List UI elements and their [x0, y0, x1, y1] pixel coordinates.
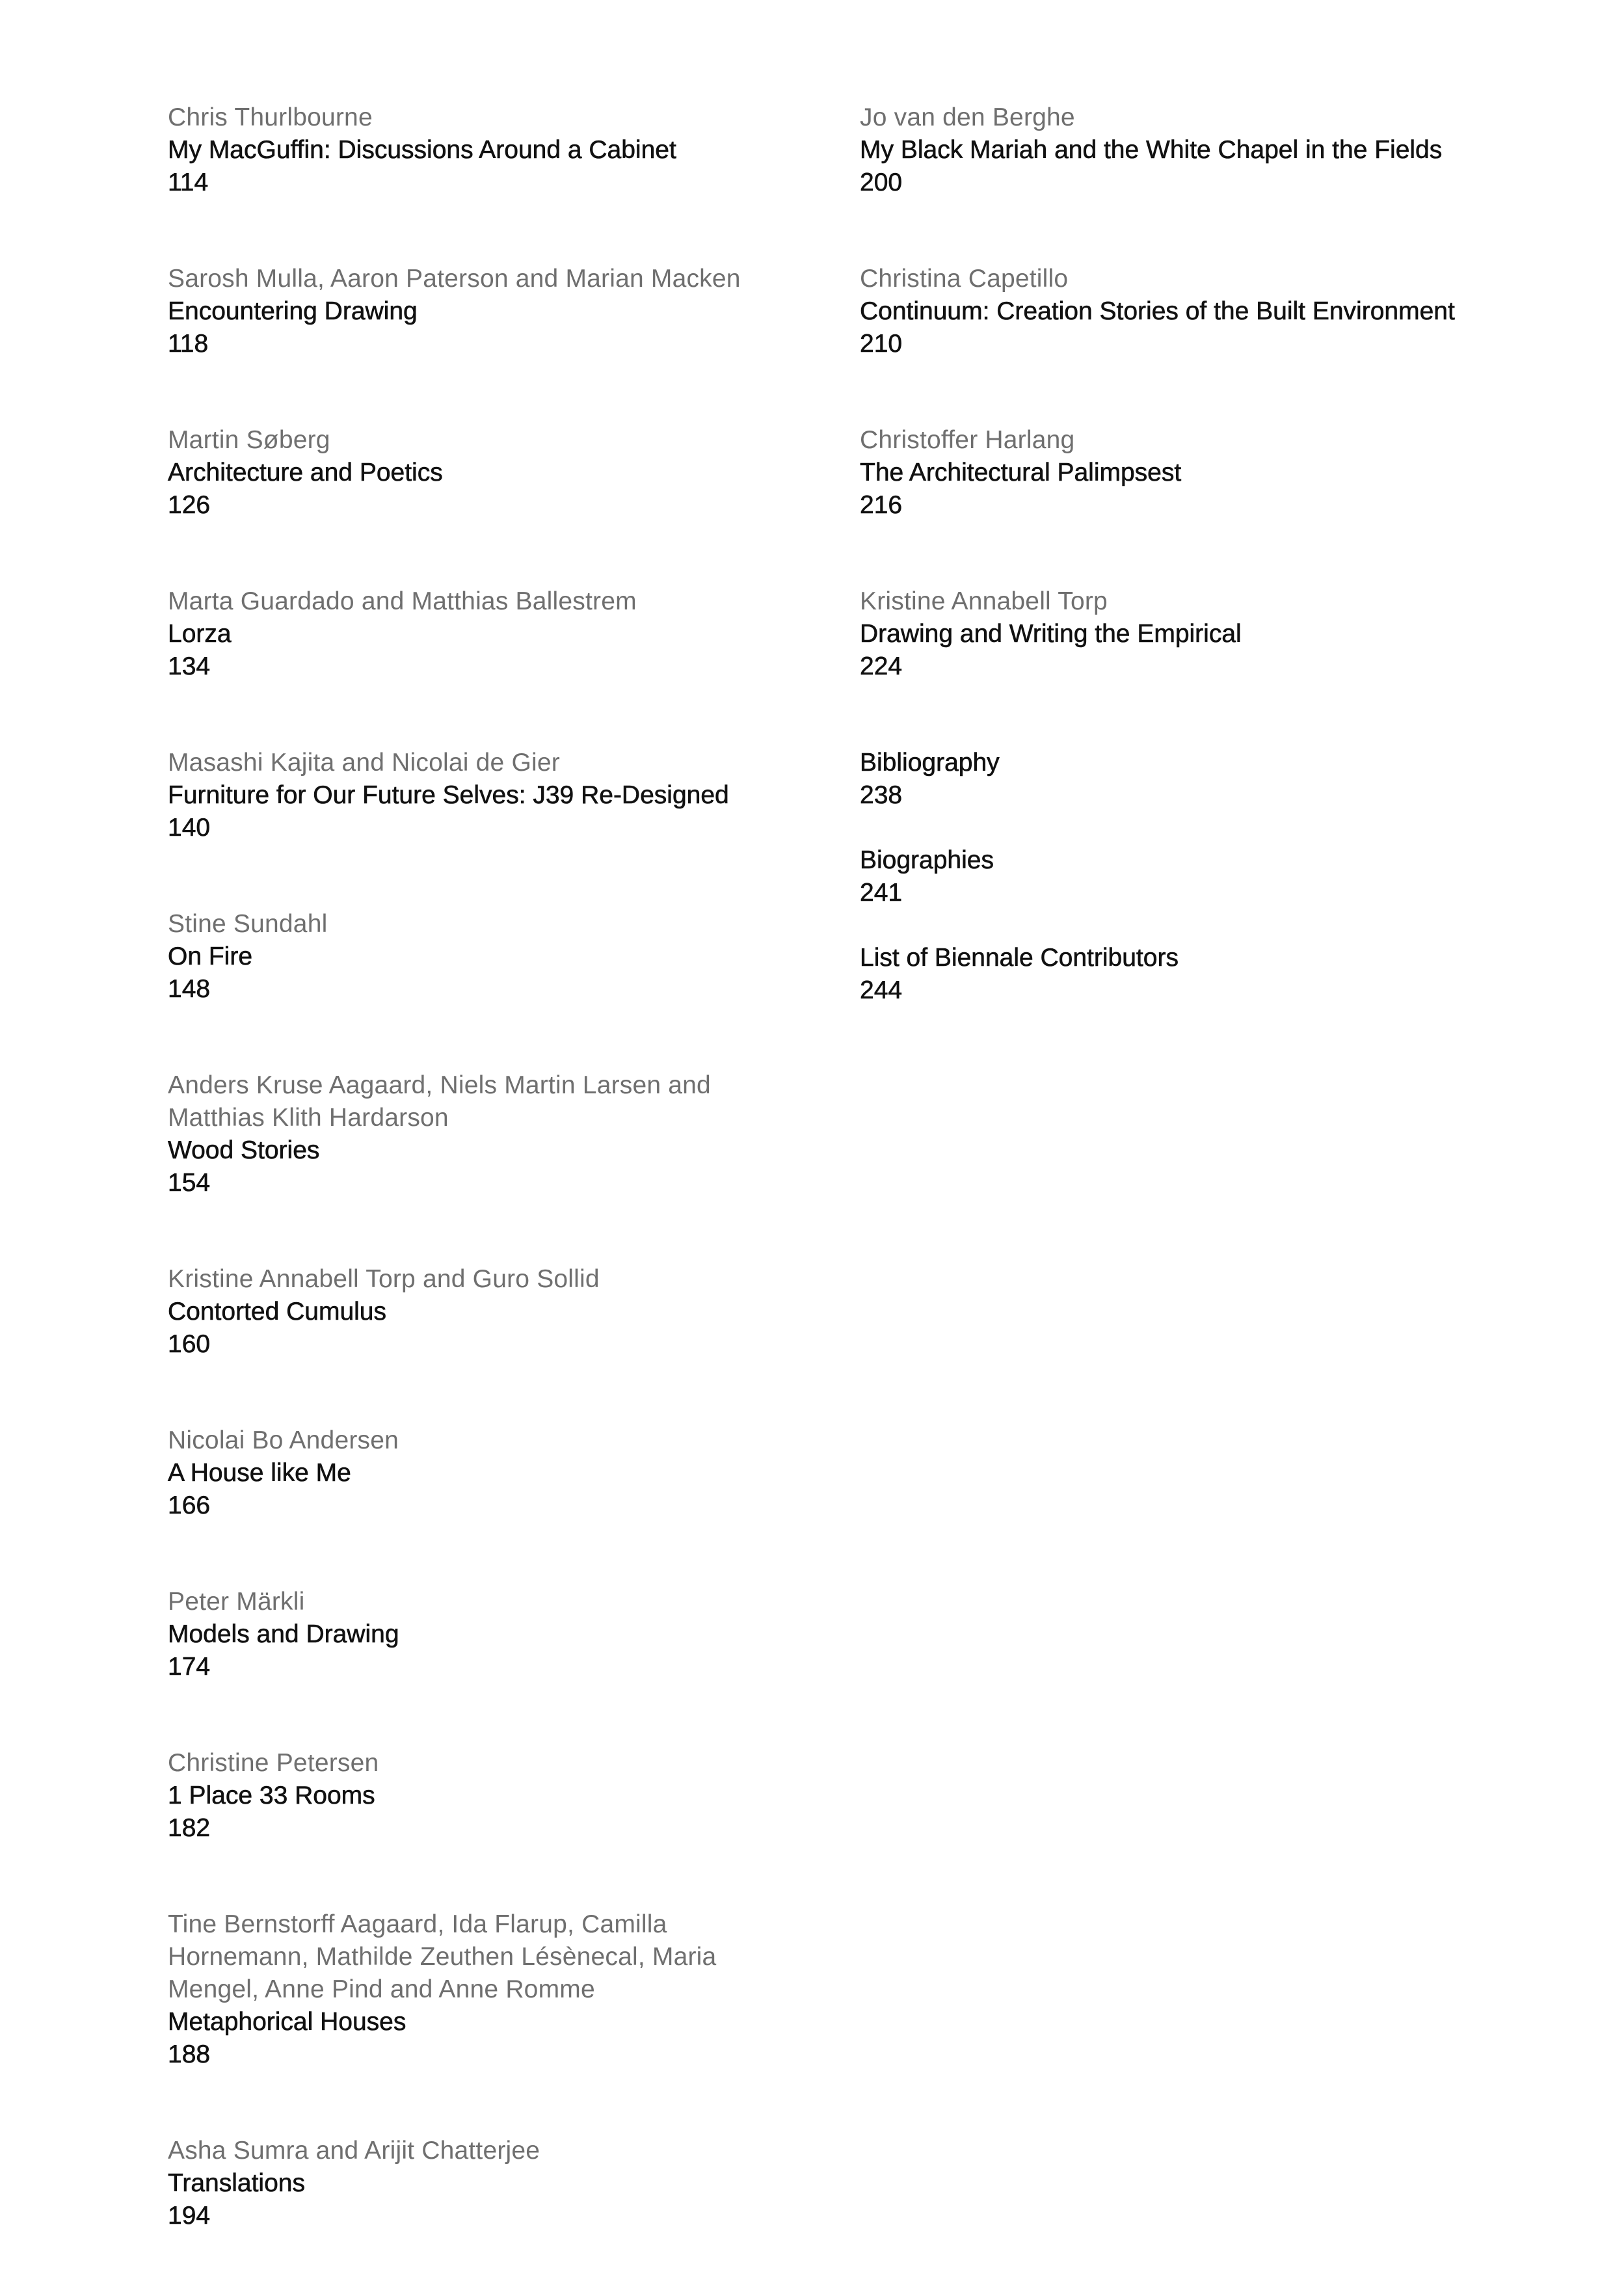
entry-title: The Architectural Palimpsest	[860, 459, 1182, 487]
entry-author: Sarosh Mulla, Aaron Paterson and Marian Macken	[168, 265, 741, 293]
entry-page-number: 238	[860, 781, 903, 809]
toc-entry[interactable]	[168, 1747, 818, 1845]
toc-entry[interactable]	[168, 747, 818, 844]
entry-page-number: 140	[168, 814, 211, 842]
entry-author: Christoffer Harlang	[860, 426, 1075, 454]
toc-entry[interactable]	[168, 2135, 818, 2232]
toc-entry-bibliography[interactable]	[860, 747, 1575, 812]
entry-page-number: 241	[860, 879, 903, 907]
entry-title: Translations	[168, 2169, 305, 2197]
entry-page-number: 188	[168, 2040, 211, 2068]
entry-author: Marta Guardado and Matthias Ballestrem	[168, 587, 637, 615]
entry-author: Chris Thurlbourne	[168, 103, 373, 131]
toc-right-column	[860, 101, 1575, 1039]
entry-author: Kristine Annabell Torp and Guro Sollid	[168, 1265, 600, 1293]
entry-author: Masashi Kajita and Nicolai de Gier	[168, 749, 560, 777]
entry-page-number: 174	[168, 1653, 211, 1681]
entry-title: Models and Drawing	[168, 1620, 399, 1648]
toc-left-column	[168, 101, 818, 2296]
entry-page-number: 200	[860, 168, 903, 196]
entry-page-number: 154	[168, 1169, 211, 1197]
toc-entry[interactable]	[168, 101, 818, 199]
entry-title: Encountering Drawing	[168, 297, 418, 325]
entry-title: Metaphorical Houses	[168, 2008, 407, 2036]
entry-title: Contorted Cumulus	[168, 1298, 386, 1326]
entry-title: Architecture and Poetics	[168, 459, 443, 487]
toc-entry-biographies[interactable]	[860, 844, 1575, 909]
entry-page-number: 118	[168, 330, 209, 358]
entry-title: My MacGuffin: Discussions Around a Cabinet	[168, 136, 676, 164]
entry-title: List of Biennale Contributors	[860, 944, 1179, 972]
entry-page-number: 148	[168, 975, 211, 1003]
toc-entry[interactable]	[168, 263, 818, 360]
entry-author: Jo van den Berghe	[860, 103, 1075, 131]
toc-entry[interactable]	[168, 1263, 818, 1361]
entry-page-number: 134	[168, 652, 211, 680]
entry-title: A House like Me	[168, 1459, 351, 1487]
entry-page-number: 126	[168, 491, 211, 519]
entry-title: Lorza	[168, 620, 232, 648]
entry-author: Tine Bernstorff Aagaard, Ida Flarup, Camilla Hornemann, Mathilde Zeuthen Lésènecal, Maria Mengel, Anne Pind and Anne Romme	[168, 1910, 717, 2003]
toc-entry[interactable]	[860, 585, 1575, 683]
entry-author: Nicolai Bo Andersen	[168, 1426, 399, 1454]
toc-entry[interactable]	[168, 1586, 818, 1683]
entry-page-number: 114	[168, 168, 209, 196]
entry-page-number: 194	[168, 2202, 211, 2230]
entry-page-number: 210	[860, 330, 903, 358]
entry-author: Peter Märkli	[168, 1588, 305, 1616]
toc-entry[interactable]	[860, 101, 1575, 199]
entry-title: Biographies	[860, 846, 994, 874]
entry-author: Kristine Annabell Torp	[860, 587, 1108, 615]
toc-entry[interactable]	[860, 263, 1575, 360]
entry-author: Stine Sundahl	[168, 910, 328, 938]
toc-entry[interactable]	[168, 424, 818, 522]
toc-entry[interactable]	[168, 585, 818, 683]
toc-entry[interactable]	[168, 1908, 818, 2071]
entry-title: My Black Mariah and the White Chapel in the Fields	[860, 136, 1443, 164]
entry-title: Furniture for Our Future Selves: J39 Re-Designed	[168, 781, 729, 809]
entry-title: Bibliography	[860, 749, 1000, 777]
toc-entry[interactable]	[168, 1424, 818, 1522]
entry-page-number: 160	[168, 1330, 211, 1358]
entry-title: 1 Place 33 Rooms	[168, 1782, 375, 1809]
entry-title: Drawing and Writing the Empirical	[860, 620, 1242, 648]
entry-page-number: 166	[168, 1491, 211, 1519]
toc-entry[interactable]	[860, 424, 1575, 522]
toc-entry[interactable]	[168, 1069, 818, 1199]
entry-title: Wood Stories	[168, 1136, 320, 1164]
entry-page-number: 244	[860, 976, 903, 1004]
entry-author: Asha Sumra and Arijit Chatterjee	[168, 2137, 540, 2165]
entry-author: Christina Capetillo	[860, 265, 1069, 293]
entry-author: Christine Petersen	[168, 1749, 379, 1777]
entry-page-number: 224	[860, 652, 903, 680]
entry-author: Martin Søberg	[168, 426, 330, 454]
entry-page-number: 182	[168, 1814, 211, 1842]
toc-entry-contributors[interactable]	[860, 942, 1575, 1007]
entry-page-number: 216	[860, 491, 903, 519]
entry-title: Continuum: Creation Stories of the Built Environment	[860, 297, 1455, 325]
entry-author: Anders Kruse Aagaard, Niels Martin Larsen and Matthias Klith Hardarson	[168, 1071, 711, 1132]
toc-entry[interactable]	[168, 908, 818, 1006]
entry-title: On Fire	[168, 942, 253, 970]
